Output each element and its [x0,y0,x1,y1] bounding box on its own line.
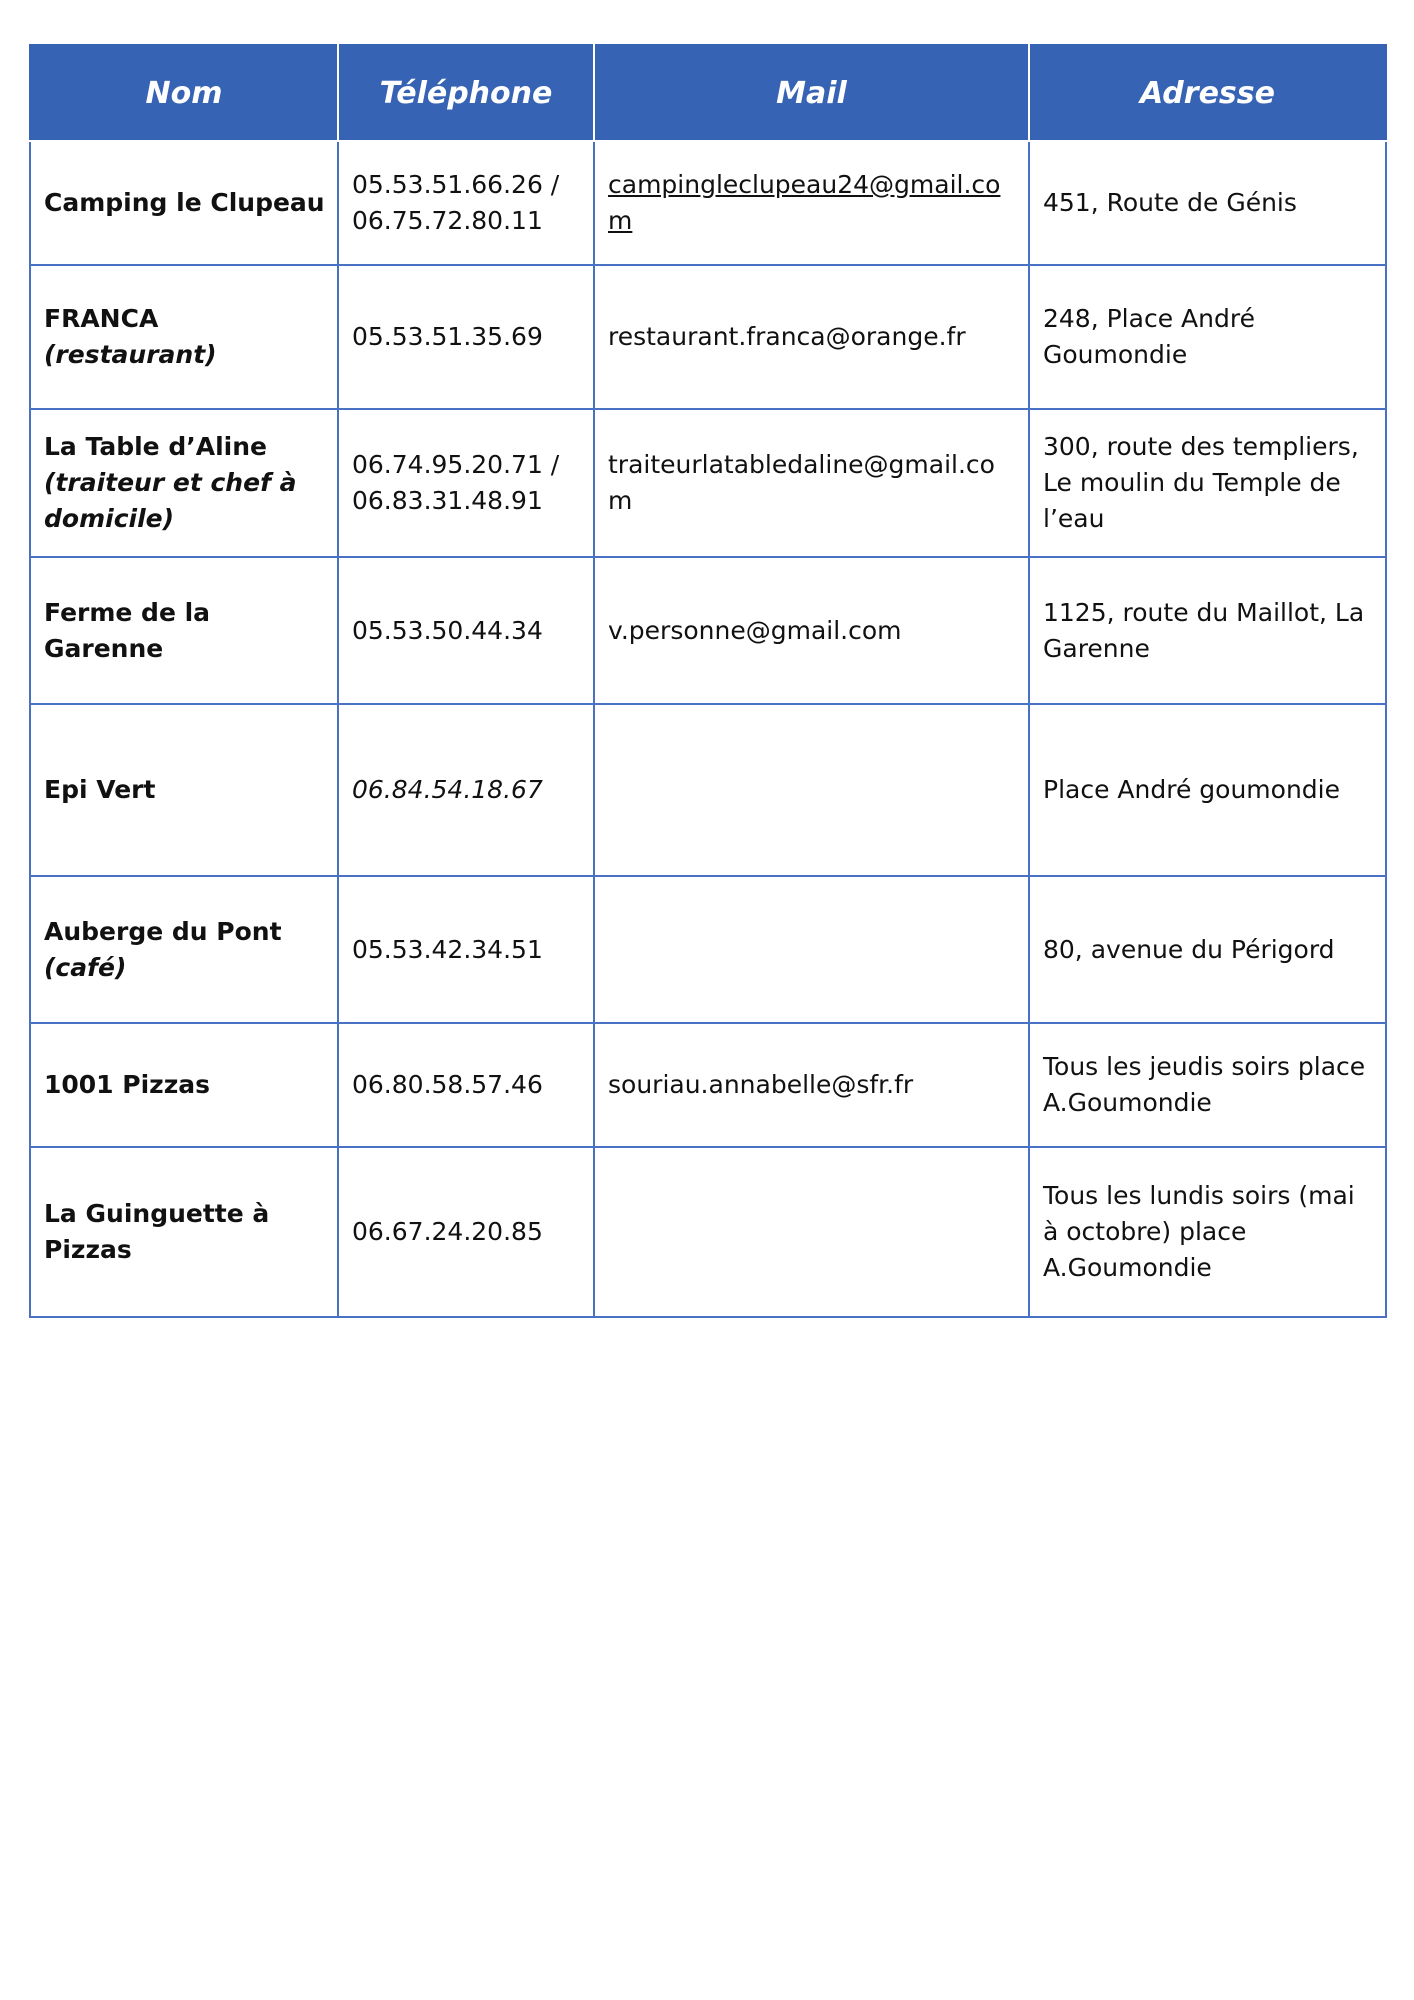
contact-qualifier: (café) [44,952,127,982]
cell-mail [594,141,1029,265]
contact-address: 80, avenue du Périgord [1043,934,1335,964]
cell-name [30,1147,338,1317]
contact-phone: 05.53.50.44.34 [352,615,543,645]
cell-name [30,265,338,409]
table-row [30,1023,1386,1147]
cell-name [30,409,338,557]
contact-name: La Table d’Aline [44,432,267,461]
contact-address: 1125, route du Maillot, La Garenne [1043,597,1365,663]
cell-phone [338,1147,594,1317]
contact-address: 300, route des templiers, Le moulin du Temple de l’eau [1043,432,1359,533]
contact-name: 1001 Pizzas [44,1070,211,1099]
contact-address: Tous les jeudis soirs place A.Goumondie [1043,1052,1366,1117]
contact-phone: 05.53.51.66.26 / 06.75.72.80.11 [352,170,560,235]
cell-phone [338,876,594,1023]
header-telephone: Téléphone [338,45,594,141]
contact-name: Camping le Clupeau [44,188,325,217]
cell-address [1029,409,1386,557]
cell-phone [338,409,594,557]
contact-phone: 06.67.24.20.85 [352,1217,543,1246]
cell-address [1029,265,1386,409]
table-row [30,1147,1386,1317]
contact-phone: 06.80.58.57.46 [352,1070,543,1099]
contact-phone: 05.53.42.34.51 [352,934,543,964]
contact-email: traiteurlatabledaline@gmail.com [608,450,995,515]
cell-phone [338,1023,594,1147]
cell-phone [338,704,594,876]
cell-address [1029,557,1386,704]
table-row [30,409,1386,557]
table-row [30,557,1386,704]
cell-address [1029,1147,1386,1317]
contact-name: Auberge du Pont [44,916,282,946]
contact-email-link[interactable]: campingleclupeau24@gmail.com [608,170,1001,235]
contact-name: FRANCA [44,304,159,333]
header-adresse: Adresse [1029,45,1386,141]
cell-mail [594,704,1029,876]
table-row [30,876,1386,1023]
cell-name [30,1023,338,1147]
contact-name: La Guinguette à Pizzas [44,1199,270,1264]
cell-address [1029,704,1386,876]
contact-email: v.personne@gmail.com [608,615,902,645]
header-nom: Nom [30,45,338,141]
cell-mail [594,557,1029,704]
cell-phone [338,557,594,704]
table-row [30,141,1386,265]
contact-phone: 05.53.51.35.69 [352,322,543,351]
contact-phone: 06.84.54.18.67 [352,775,543,804]
contact-address: 248, Place André Goumondie [1043,304,1255,369]
cell-mail [594,265,1029,409]
contact-address: Tous les lundis soirs (mai à octobre) place A.Goumondie [1043,1181,1355,1282]
table-row [30,265,1386,409]
contact-address: Place André goumondie [1043,775,1340,804]
contact-email: souriau.annabelle@sfr.fr [608,1070,914,1099]
table-row [30,704,1386,876]
contact-name: Epi Vert [44,775,156,804]
contacts-table [29,44,1387,1318]
cell-mail [594,1023,1029,1147]
contact-qualifier: (restaurant) [44,340,217,369]
cell-address [1029,1023,1386,1147]
cell-name [30,704,338,876]
contact-name: Ferme de la Garenne [44,597,211,663]
cell-name [30,141,338,265]
contact-address: 451, Route de Génis [1043,188,1297,217]
header-mail: Mail [594,45,1029,141]
cell-phone [338,265,594,409]
cell-address [1029,141,1386,265]
cell-phone [338,141,594,265]
cell-name [30,876,338,1023]
cell-mail [594,1147,1029,1317]
cell-address [1029,876,1386,1023]
contact-phone: 06.74.95.20.71 / 06.83.31.48.91 [352,450,560,515]
contact-qualifier: (traiteur et chef à domicile) [44,468,297,533]
contact-email: restaurant.franca@orange.fr [608,322,966,351]
cell-name [30,557,338,704]
header-row [30,45,1386,141]
cell-mail [594,876,1029,1023]
cell-mail [594,409,1029,557]
